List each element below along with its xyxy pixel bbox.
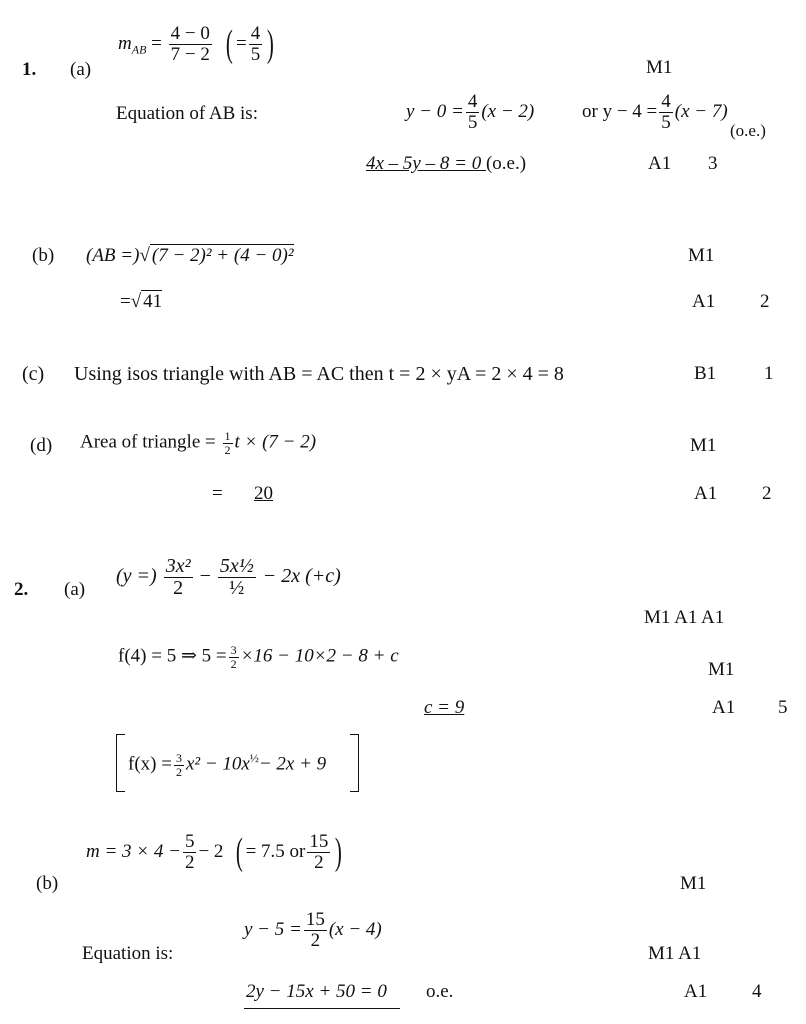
q2a-mark-a1: A1: [712, 697, 736, 718]
q2b-marks: M1 A1: [648, 943, 702, 964]
q2b-mark-m1: M1: [680, 873, 707, 894]
q1d-answer: 20: [254, 483, 273, 504]
q2b-total: 4: [752, 981, 762, 1002]
q2b-final-underline: [244, 1008, 400, 1009]
q1a-eq-label: Equation of AB is:: [116, 103, 258, 124]
q2a-integral: (y =) $\frac{\text{3x²}}{2}$ − 5x½ ½ − 2x (+c): [116, 555, 341, 599]
q2a-label: (a): [64, 579, 86, 600]
q1a-final-equation: 4x – 5y – 8 = 0 (o.e.): [366, 153, 527, 174]
q1c-label: (c): [22, 363, 45, 385]
q1a-eq1: y − 0 = $\frac{4}{5}$ (x − 2): [406, 91, 535, 133]
q1d-total: 2: [762, 483, 772, 504]
q1d-mark-m1: M1: [690, 435, 717, 456]
q2a-bracket-left: [116, 734, 125, 792]
q2a-marks: M1 A1 A1: [644, 607, 725, 628]
q1a-mark-a1: A1: [648, 153, 672, 174]
q1d-label: (d): [30, 435, 53, 456]
q1b-mark-a1: A1: [692, 291, 716, 312]
q2a-c-value: c = 9: [424, 697, 465, 718]
q1-number: 1.: [22, 59, 37, 80]
q2b-gradient: m = 3 × 4 − $\frac{5}{2}$ − 2 ( = 7.5 or $\frac{15}{2}$ ): [86, 831, 343, 874]
q2b-equation: y − 5 = $\frac{15}{2}$ (x − 4): [244, 909, 382, 951]
q1b-label: (b): [32, 245, 55, 266]
q2a-mark-m1: M1: [708, 659, 735, 680]
q1a-label: (a): [70, 59, 92, 80]
q2a-total: 5: [778, 697, 788, 718]
q1a-gradient: $m_{AB}$ = $\frac{4 - 0}{7 - 2}$ ( = $\frac{4}{5}$ ): [118, 23, 275, 66]
q1b-line1: (AB =)√ (7 − 2)² + (4 − 0)²: [86, 245, 294, 266]
q2a-substitution: f(4) = 5 ⇒ 5 = $\frac{3}{2}$ ×16 − 10×2 − 8 + c: [118, 643, 399, 671]
q1d-equals: =: [212, 483, 223, 504]
q2a-bracket-right: [350, 734, 359, 792]
q1b-total: 2: [760, 291, 770, 312]
q2b-mark-a1: A1: [684, 981, 708, 1002]
q2-number: 2.: [14, 579, 29, 600]
q2b-oe: o.e.: [426, 981, 454, 1002]
q1a-oe: (o.e.): [730, 121, 766, 140]
q1a-mark-m1: M1: [646, 57, 673, 78]
q1c-text: Using isos triangle with AB = AC then t = 2 × yA = 2 × 4 = 8: [74, 363, 564, 385]
q2b-eq-label: Equation is:: [82, 943, 174, 964]
q2b-final-equation: 2y − 15x + 50 = 0: [246, 981, 387, 1002]
q1a-total: 3: [708, 153, 718, 174]
q1d-mark-a1: A1: [694, 483, 718, 504]
q2a-fx: f(x) = $\frac{3}{2}$ $x^2 - 10x^{\frac{1}{2}}- 2x + 9$: [128, 751, 327, 779]
q1b-mark-m1: M1: [688, 245, 715, 266]
q1c-total: 1: [764, 363, 774, 384]
q1b-line2: =√ 41: [120, 291, 163, 312]
q1c-mark-b1: B1: [694, 363, 717, 384]
q1a-eq2: or y − 4 = $\frac{4}{5}$ (x − 7): [582, 91, 728, 133]
q2b-label: (b): [36, 873, 59, 894]
q1d-line1: Area of triangle = $\frac{1}{2}$ t × (7 − 2): [80, 429, 317, 457]
